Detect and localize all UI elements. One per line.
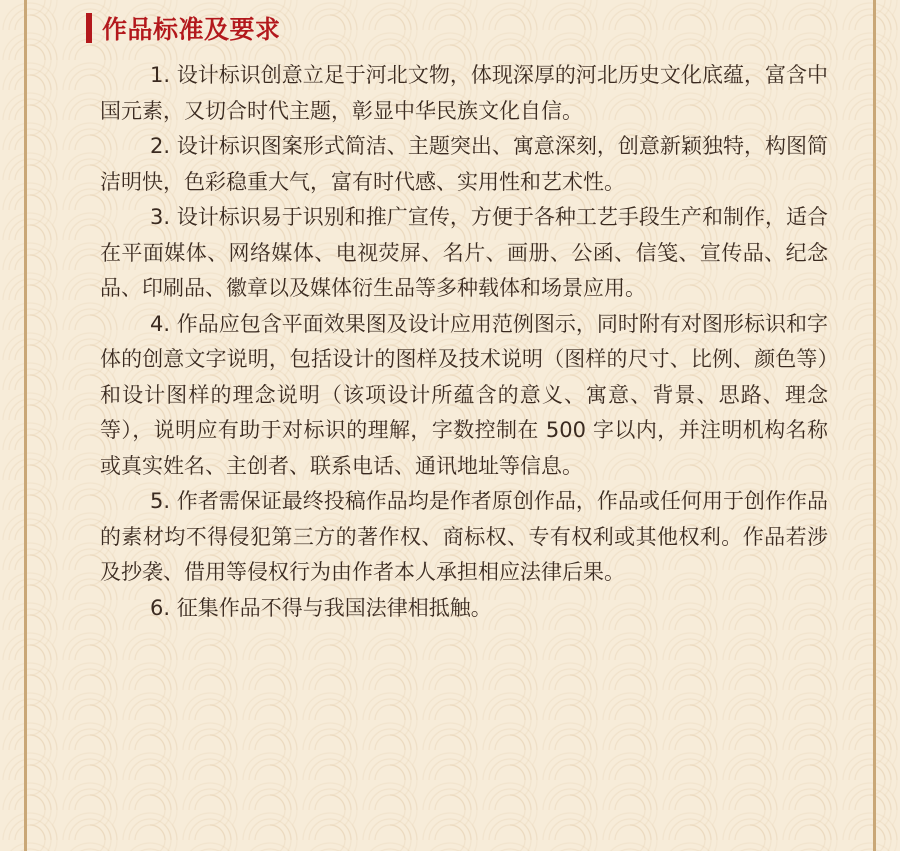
requirement-item-1: 1. 设计标识创意立足于河北文物，体现深厚的河北历史文化底蕴，富含中国元素，又切合时代主题，彰显中华民族文化自信。 [100,63,828,123]
requirement-item-6: 6. 征集作品不得与我国法律相抵触。 [150,595,492,620]
requirement-item-4: 4. 作品应包含平面效果图及设计应用范例图示，同时附有对图形标识和字体的创意文字说明，包括设计的图样及技术说明（图样的尺寸、比例、颜色等）和设计图样的理念说明（该项设计所蕴含的意义、寓意、背景、思路、理念等），说明应有助于对标识的理解，字数控制在 500 字以内，并注明机构名称或真实姓名、主创者、联系电话、通讯地址等信息。 [100,311,828,478]
heading-accent-bar [86,13,92,43]
left-frame-border [24,0,27,851]
requirement-item-5: 5. 作者需保证最终投稿作品均是作者原创作品，作品或任何用于创作作品的素材均不得侵犯第三方的著作权、商标权、专有权利或其他权利。作品若涉及抄袭、借用等侵权行为由作者本人承担相应法律后果。 [100,489,828,584]
right-frame-border [873,0,876,851]
section-heading [86,10,281,46]
requirements-list [100,58,828,626]
requirement-item-2: 2. 设计标识图案形式简洁、主题突出、寓意深刻，创意新颖独特，构图简洁明快，色彩稳重大气，富有时代感、实用性和艺术性。 [100,134,828,194]
section-title: 作品标准及要求 [102,15,281,44]
requirement-item-3: 3. 设计标识易于识别和推广宣传，方便于各种工艺手段生产和制作，适合在平面媒体、网络媒体、电视荧屏、名片、画册、公函、信笺、宣传品、纪念品、印刷品、徽章以及媒体衍生品等多种载体和场景应用。 [100,205,828,300]
